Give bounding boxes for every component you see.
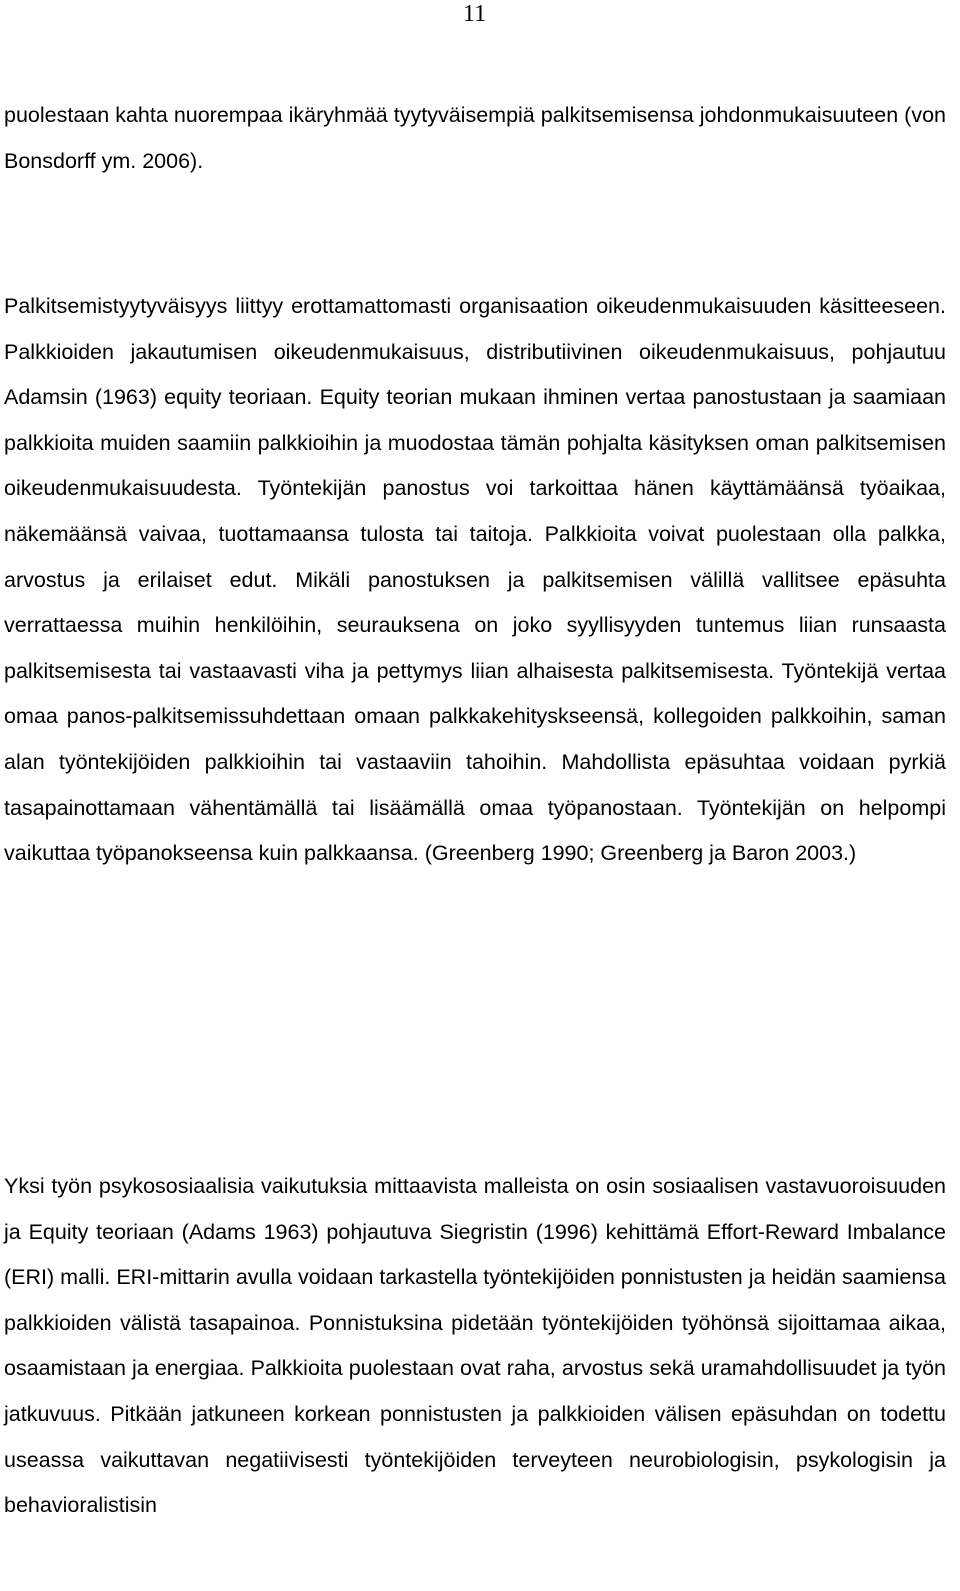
paragraph-eri-model: Yksi työn psykososiaalisia vaikutuksia mittaavista malleista on osin sosiaalisen vastavuoroisuuden ja Equity teoriaan (Adams 1963) pohjautuva Siegristin (1996) kehittämä Effort-Reward Imbalance (ERI) malli. ERI-mittarin avulla voidaan tarkastella työntekijöiden ponnistusten ja heidän saamiensa palkkioiden välistä tasapainoa. Ponnistuksina pidetään työntekijöiden työhönsä sijoittamaa aikaa, osaamistaan ja energiaa. Palkkioita puolestaan ovat raha, arvostus sekä uramahdollisuudet ja työn jatkuvuus. Pitkään jatkuneen korkean ponnistusten ja palkkioiden välisen epäsuhdan on todettu useassa vaikuttavan negatiivisesti työntekijöiden terveyteen neurobiologisin, psykologisin ja behavioralistisin bbox=[4, 1174, 946, 1518]
paragraph-equity-theory: Palkitsemistyytyväisyys liittyy erottamattomasti organisaation oikeudenmukaisuuden käsitteeseen. Palkkioiden jakautumisen oikeudenmukaisuus, distributiivinen oikeudenmukaisuus, pohjautuu Adamsin (1963) equity teoriaan. Equity teorian mukaan ihminen vertaa panostustaan ja saamiaan palkkioita muiden saamiin palkkioihin ja muodostaa tämän pohjalta käsityksen oman palkitsemisen oikeudenmukaisuudesta. Työntekijän panostus voi tarkoittaa hänen käyttämäänsä työaikaa, näkemäänsä vaivaa, tuottamaansa tulosta tai taitoja. Palkkioita voivat puolestaan olla palkka, arvostus ja erilaiset edut. Mikäli panostuksen ja palkitsemisen välillä vallitsee epäsuhta verrattaessa muihin henkilöihin, seurauksena on joko syyllisyyden tuntemus liian runsaasta palkitsemisesta tai vastaavasti viha ja pettymys liian alhaisesta palkitsemisesta. Työntekijä vertaa omaa panos-palkitsemissuhdettaan omaan palkkakehityskseensä, kollegoiden palkkoihin, saman alan työntekijöiden palkkioihin tai vastaaviin tahoihin. Mahdollista epäsuhtaa voidaan pyrkiä tasapainottamaan vähentämällä tai lisäämällä omaa työpanostaan. Työntekijän on helpompi vaikuttaa työpanokseensa kuin palkkaansa. (Greenberg 1990; Greenberg ja Baron 2003.) bbox=[4, 294, 946, 866]
page-number: 11 bbox=[463, 1, 487, 27]
paragraph-continuation: puolestaan kahta nuorempaa ikäryhmää tyytyväisempiä palkitsemisensa johdonmukaisuuteen (von Bonsdorff ym. 2006). bbox=[4, 103, 946, 173]
